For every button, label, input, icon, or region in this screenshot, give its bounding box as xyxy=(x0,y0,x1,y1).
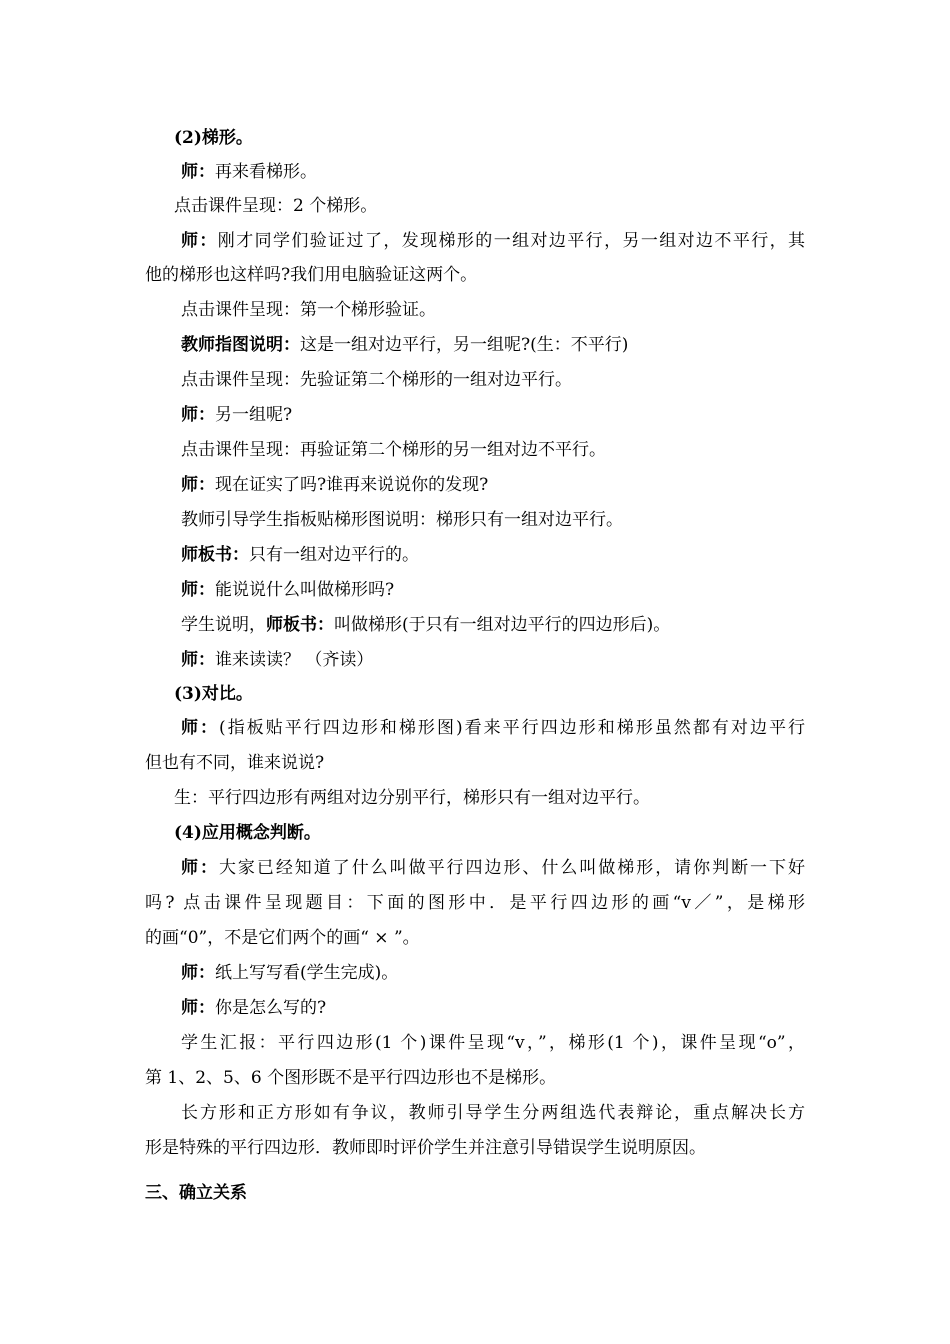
paragraph: 生：平行四边形有两组对边分别平行，梯形只有一组对边平行。 xyxy=(174,788,650,808)
paragraph: 学生汇报：平行四边形(1 个)课件呈现“v，”，梯形(1 个)，课件呈现“o”， xyxy=(181,1033,805,1053)
paragraph: 教师指图说明：这是一组对边平行，另一组呢?(生：不平行) xyxy=(181,335,629,355)
heading-compare: (3)对比。 xyxy=(174,684,253,704)
heading-trapezoid: (2)梯形。 xyxy=(174,128,253,148)
paragraph: 师：你是怎么写的? xyxy=(181,998,327,1018)
paragraph: 师：现在证实了吗?谁再来说说你的发现? xyxy=(181,475,489,495)
paragraph: 师：大家已经知道了什么叫做平行四边形、什么叫做梯形，请你判断一下好 xyxy=(181,858,805,878)
paragraph: 点击课件呈现：再验证第二个梯形的另一组对边不平行。 xyxy=(181,440,606,460)
paragraph: 师：纸上写写看(学生完成)。 xyxy=(181,963,399,983)
paragraph: 师板书：只有一组对边平行的。 xyxy=(181,545,419,565)
paragraph: 教师引导学生指板贴梯形图说明：梯形只有一组对边平行。 xyxy=(181,510,623,530)
paragraph: 师：刚才同学们验证过了，发现梯形的一组对边平行，另一组对边不平行，其 xyxy=(181,231,806,251)
paragraph: 师：(指板贴平行四边形和梯形图)看来平行四边形和梯形虽然都有对边平行 xyxy=(181,718,805,738)
paragraph: 点击课件呈现：第一个梯形验证。 xyxy=(181,300,436,320)
paragraph: 师：能说说什么叫做梯形吗? xyxy=(181,580,395,600)
paragraph: 第 1、2、5、6 个图形既不是平行四边形也不是梯形。 xyxy=(145,1068,557,1088)
paragraph: 点击课件呈现：先验证第二个梯形的一组对边平行。 xyxy=(181,370,572,390)
paragraph: 师：再来看梯形。 xyxy=(181,162,317,182)
paragraph: 他的梯形也这样吗?我们用电脑验证这两个。 xyxy=(145,265,478,285)
paragraph: 师：谁来读读？ （齐读） xyxy=(181,650,374,670)
paragraph: 吗? 点击课件呈现题目：下面的图形中．是平行四边形的画“v／”，是梯形 xyxy=(145,893,805,913)
paragraph: 的画“0”，不是它们两个的画“ × ”。 xyxy=(145,928,420,948)
paragraph: 形是特殊的平行四边形．教师即时评价学生并注意引导错误学生说明原因。 xyxy=(145,1138,706,1158)
paragraph: 但也有不同，谁来说说? xyxy=(145,753,325,773)
paragraph: 学生说明，师板书：叫做梯形(于只有一组对边平行的四边形后)。 xyxy=(181,615,671,635)
paragraph: 师：另一组呢? xyxy=(181,405,293,425)
section-heading: 三、确立关系 xyxy=(145,1183,247,1203)
paragraph: 点击课件呈现：2 个梯形。 xyxy=(174,196,378,216)
paragraph: 长方形和正方形如有争议，教师引导学生分两组选代表辩论，重点解决长方 xyxy=(181,1103,805,1123)
heading-apply: (4)应用概念判断。 xyxy=(174,823,321,843)
